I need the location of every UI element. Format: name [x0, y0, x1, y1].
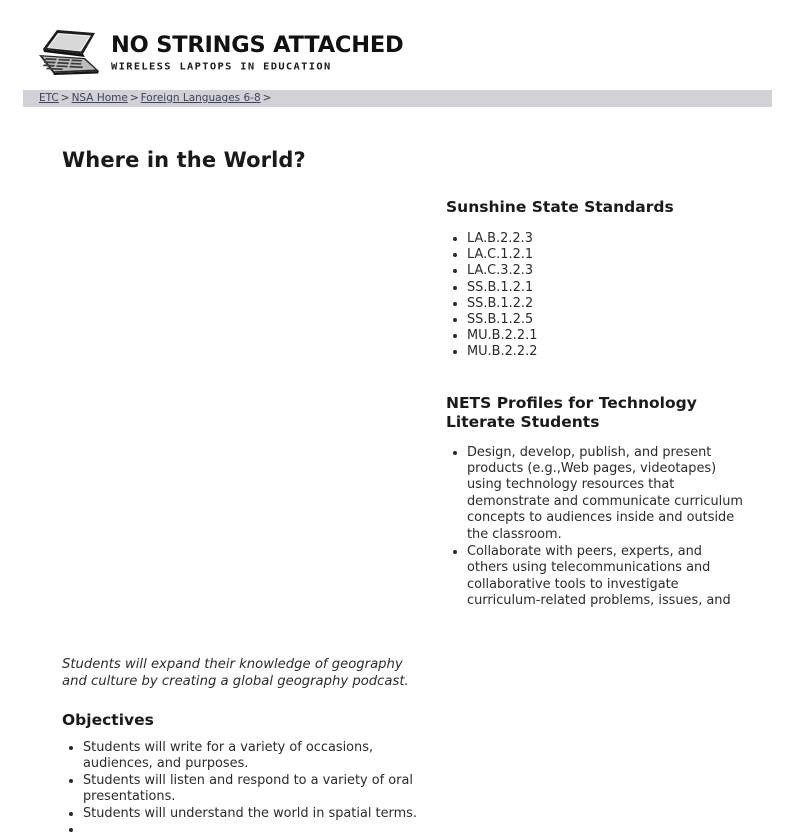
- list-item: Students will understand the world in spatial terms.: [62, 806, 428, 822]
- breadcrumb-separator: >: [129, 92, 139, 104]
- list-item: [62, 822, 428, 838]
- site-logo[interactable]: [33, 27, 404, 77]
- list-item: LA.C.1.2.1: [446, 247, 746, 263]
- list-item: SS.B.1.2.1: [446, 280, 746, 296]
- site-header: [0, 0, 800, 88]
- standards-heading: Sunshine State Standards: [446, 198, 674, 216]
- nets-list: [446, 445, 746, 610]
- breadcrumb-bar: [23, 90, 772, 107]
- breadcrumb: [39, 92, 273, 105]
- list-item: SS.B.1.2.5: [446, 312, 746, 328]
- list-item: Collaborate with peers, experts, and others using telecommunications and collaborative tools to investigate curriculum-related problems, issues, and: [446, 544, 746, 610]
- breadcrumb-item-etc[interactable]: ETC: [39, 92, 59, 104]
- list-item: MU.B.2.2.2: [446, 344, 746, 360]
- objectives-list: [62, 740, 428, 838]
- logo-text-block: [111, 27, 404, 72]
- nets-heading: NETS Profiles for Technology Literate Students: [446, 393, 697, 431]
- list-item: MU.B.2.2.1: [446, 328, 746, 344]
- lesson-intro-text: Students will expand their knowledge of geography and culture by creating a global geography podcast.: [62, 657, 409, 689]
- main-left-column: [62, 170, 428, 838]
- breadcrumb-trailing-separator: >: [262, 92, 272, 104]
- list-item: Design, develop, publish, and present products (e.g.,Web pages, videotapes) using technology resources that demonstrate and communicate curriculum concepts to audiences inside and outside the classroom.: [446, 445, 746, 543]
- breadcrumb-item-foreign-languages[interactable]: Foreign Languages 6-8: [140, 92, 261, 104]
- lesson-image-placeholder: [62, 170, 428, 408]
- page-title: Where in the World?: [62, 148, 306, 173]
- list-item: LA.C.3.2.3: [446, 263, 746, 279]
- main-right-column: [446, 198, 746, 611]
- logo-title: NO STRINGS ATTACHED: [111, 32, 404, 58]
- breadcrumb-item-nsa-home[interactable]: NSA Home: [71, 92, 128, 104]
- logo-subtitle: WIRELESS LAPTOPS IN EDUCATION: [111, 60, 332, 72]
- list-item: SS.B.1.2.2: [446, 296, 746, 312]
- list-item: LA.B.2.2.3: [446, 231, 746, 247]
- list-item: Students will listen and respond to a variety of oral presentations.: [62, 773, 428, 806]
- objectives-heading: Objectives: [62, 711, 154, 729]
- laptop-icon: [33, 27, 107, 77]
- breadcrumb-separator: >: [60, 92, 70, 104]
- list-item: Students will write for a variety of occasions, audiences, and purposes.: [62, 740, 428, 773]
- standards-list: [446, 231, 746, 361]
